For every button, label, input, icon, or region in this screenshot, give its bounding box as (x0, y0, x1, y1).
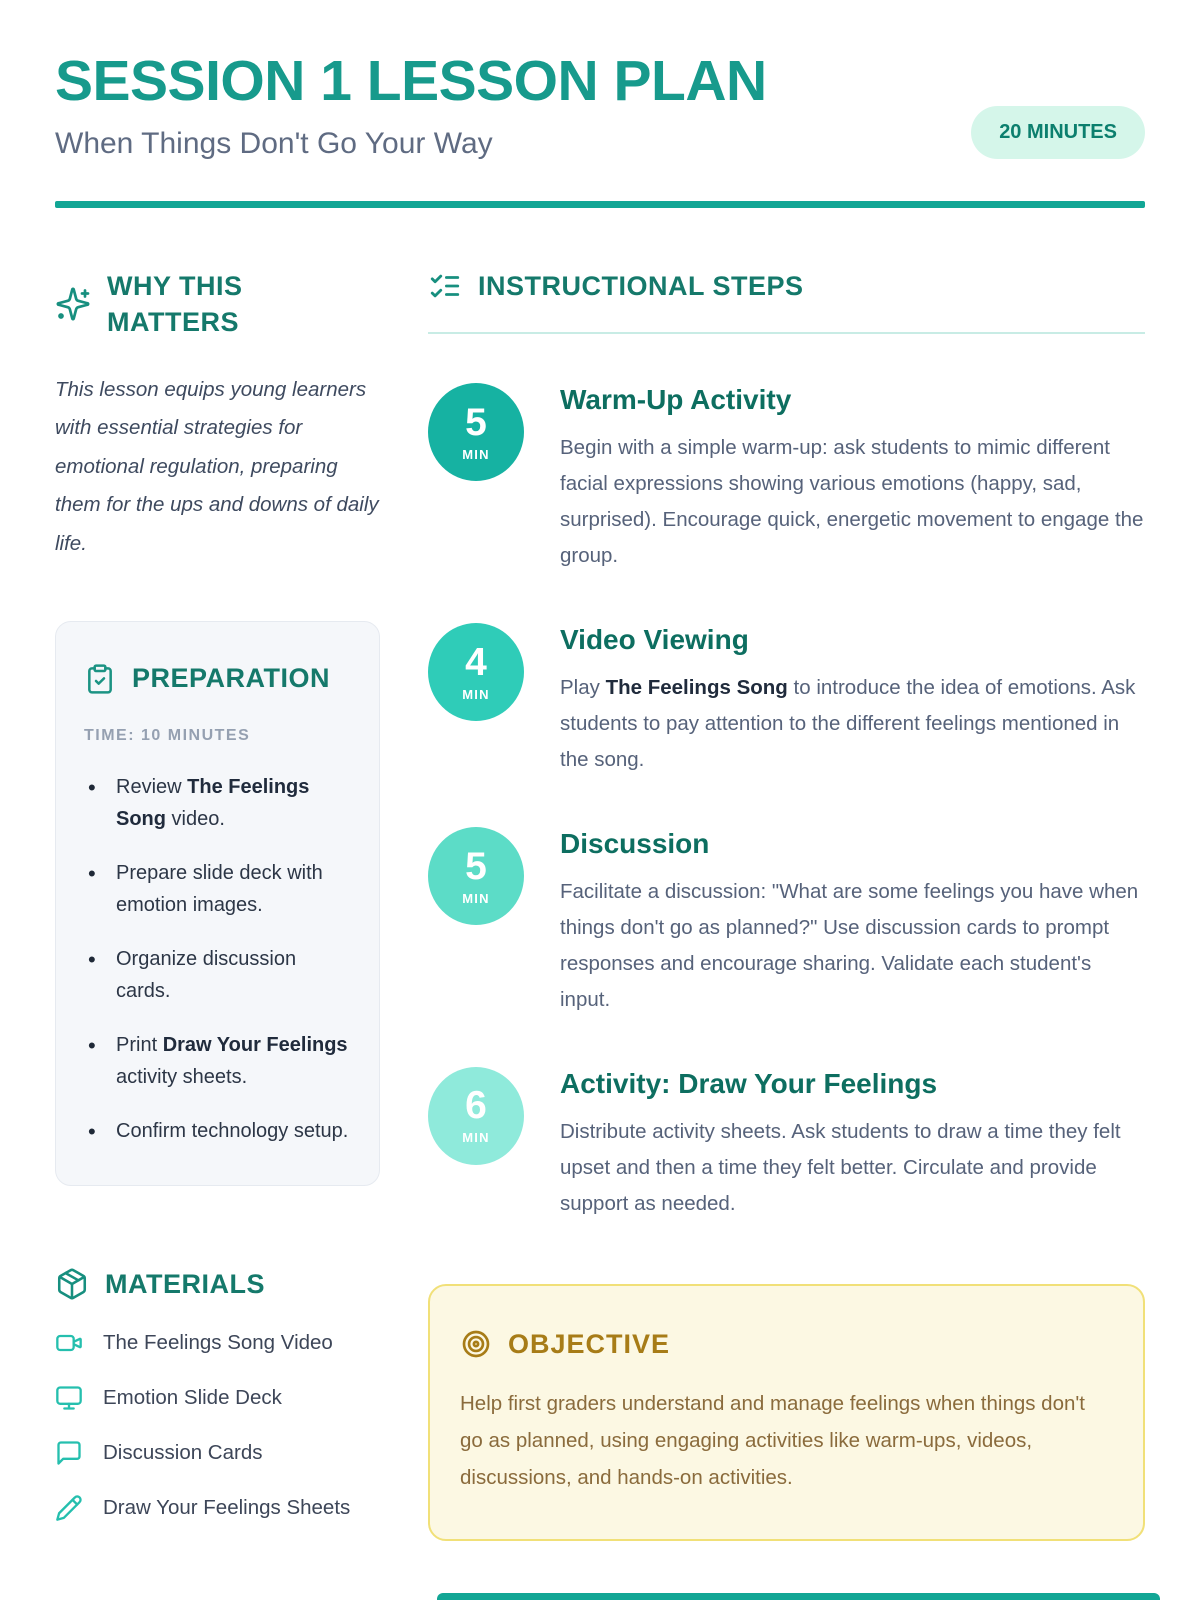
list-checks-icon (428, 269, 462, 303)
objective-card (428, 1284, 1145, 1541)
duration-badge: 20 MINUTES (971, 106, 1145, 159)
why-this-matters-heading: WHY THIS MATTERS (107, 270, 243, 338)
package-icon (55, 1267, 89, 1301)
why-this-matters-text: This lesson equips young learners with essential strategies for emotional regulation, preparing them for the ups and downs of daily life. (55, 377, 379, 555)
preparation-list (84, 771, 351, 1147)
step-min-label: MIN (462, 1130, 490, 1146)
step-content (560, 623, 1145, 778)
step-description: Play The Feelings Song to introduce the idea of emotions. Ask students to pay attention to the different feelings mentioned in the song. (560, 675, 1136, 771)
preparation-heading: PREPARATION (132, 663, 331, 694)
step-description: Facilitate a discussion: "What are some feelings you have when things don't go as planned?" Use discussion cards to prompt responses and encourage sharing. Validate each student's input. (560, 879, 1139, 1011)
materials-heading: MATERIALS (105, 1268, 265, 1299)
preparation-card (55, 621, 380, 1185)
step-min-label: MIN (462, 890, 490, 906)
step-content (560, 827, 1145, 1018)
materials-section (55, 1266, 380, 1522)
pencil-icon (55, 1494, 83, 1522)
steps-divider (428, 332, 1145, 334)
bullet: • (88, 860, 96, 886)
preparation-item (84, 771, 351, 835)
step-item (428, 827, 1145, 1018)
step-item (428, 1067, 1145, 1222)
material-label: Discussion Cards (103, 1441, 263, 1465)
speech-bubble-icon (55, 1439, 83, 1467)
step-minutes: 6 (465, 1084, 487, 1128)
step-time-badge (428, 1067, 524, 1165)
step-item (428, 623, 1145, 778)
materials-heading-row (55, 1266, 380, 1302)
instructional-steps-heading-row (428, 268, 1145, 304)
page-title: SESSION 1 LESSON PLAN (55, 49, 767, 113)
step-time-badge (428, 383, 524, 481)
step-content (560, 1067, 1145, 1222)
material-label: Draw Your Feelings Sheets (103, 1496, 351, 1520)
bullet: • (88, 1118, 96, 1144)
step-description: Distribute activity sheets. Ask students to draw a time they felt upset and then a time they felt better. Circulate and provide support as needed. (560, 1119, 1121, 1215)
monitor-icon (55, 1384, 83, 1412)
step-title: Warm-Up Activity (560, 384, 792, 416)
video-camera-icon (55, 1329, 83, 1357)
instructional-steps-heading: INSTRUCTIONAL STEPS (478, 270, 804, 301)
material-label: The Feelings Song Video (103, 1331, 333, 1355)
footer-accent-bar (437, 1593, 1160, 1600)
content-columns (55, 268, 1145, 1541)
objective-body: Help first graders understand and manage feelings when things don't go as planned, using engaging activities like warm-ups, videos, discussions, and hands-on activities. (460, 1392, 1085, 1489)
step-title: Discussion (560, 828, 710, 860)
preparation-item-text: Review The Feelings Song video. (116, 775, 310, 830)
material-item (55, 1329, 380, 1357)
bullet: • (88, 774, 96, 800)
page-subtitle: When Things Don't Go Your Way (55, 126, 493, 160)
preparation-heading-row (84, 660, 351, 696)
step-time-badge (428, 623, 524, 721)
step-minutes: 4 (465, 640, 487, 684)
page-header (55, 49, 1145, 161)
bullet: • (88, 1032, 96, 1058)
step-min-label: MIN (462, 446, 490, 462)
material-item (55, 1439, 380, 1467)
material-item (55, 1384, 380, 1412)
material-label: Emotion Slide Deck (103, 1386, 282, 1410)
preparation-item-text: Confirm technology setup. (116, 1119, 349, 1142)
preparation-item (84, 1115, 351, 1147)
preparation-item (84, 857, 351, 921)
objective-heading-row (460, 1326, 1113, 1362)
objective-heading: OBJECTIVE (508, 1328, 671, 1359)
step-time-badge (428, 827, 524, 925)
preparation-item-text: Prepare slide deck with emotion images. (116, 861, 323, 916)
preparation-item-text: Print Draw Your Feelings activity sheets. (116, 1033, 348, 1088)
left-column (55, 268, 380, 1541)
right-column (428, 268, 1145, 1541)
bullet: • (88, 946, 96, 972)
preparation-time-label: TIME: 10 MINUTES (84, 726, 251, 744)
preparation-item (84, 1029, 351, 1093)
step-min-label: MIN (462, 686, 490, 702)
step-title: Activity: Draw Your Feelings (560, 1067, 938, 1099)
why-this-matters-heading-row (55, 268, 380, 341)
clipboard-check-icon (84, 663, 116, 695)
top-divider (55, 201, 1145, 208)
why-this-matters-section (55, 268, 380, 564)
step-title: Video Viewing (560, 624, 749, 656)
step-content (560, 383, 1145, 574)
step-minutes: 5 (465, 844, 487, 888)
step-description: Begin with a simple warm-up: ask students to mimic different facial expressions showing various emotions (happy, sad, surprised). Encourage quick, energetic movement to engage the group. (560, 435, 1144, 568)
material-item (55, 1494, 380, 1522)
preparation-item-text: Organize discussion cards. (116, 947, 297, 1002)
title-block (55, 49, 767, 161)
step-item (428, 383, 1145, 574)
preparation-item (84, 943, 351, 1007)
target-icon (460, 1328, 492, 1360)
sparkle-icon (55, 286, 91, 322)
step-minutes: 5 (465, 400, 487, 444)
